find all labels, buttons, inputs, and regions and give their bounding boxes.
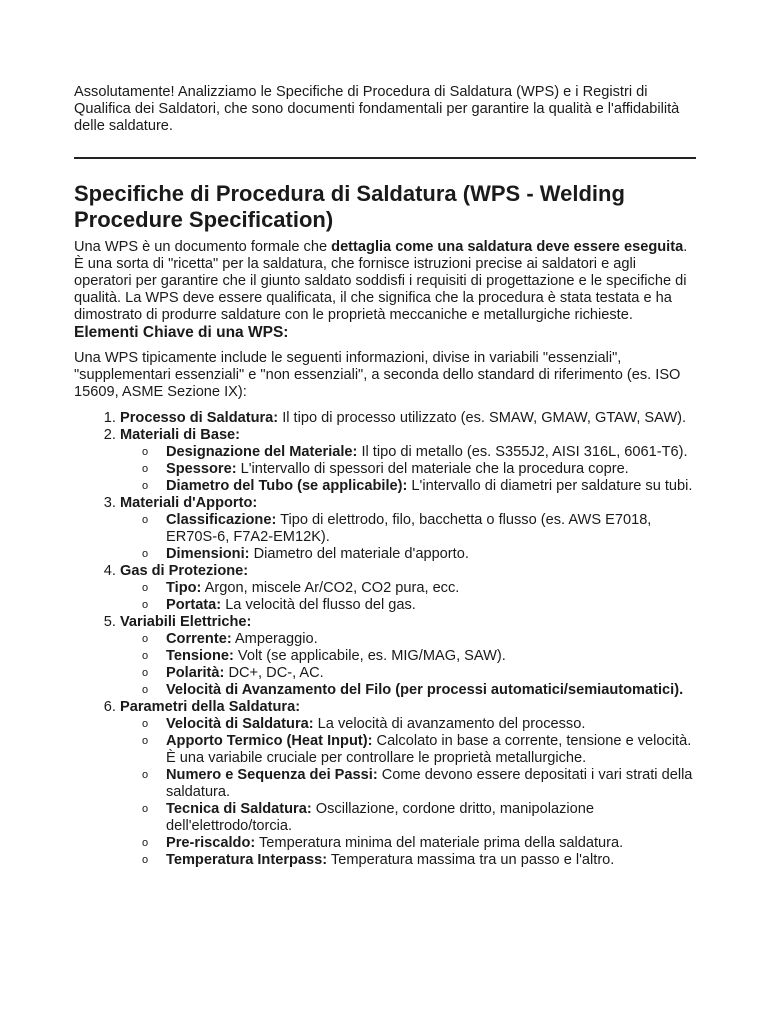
sub-list-item bbox=[142, 767, 696, 801]
wps-paragraph-after: . È una sorta di "ricetta" per la saldatura, che fornisce istruzioni precise ai saldatori e agli operatori per garantire che il giunto saldato soddisfi i requisiti di progettazione e le specifiche di qualità. La WPS deve essere qualificata, il che significa che la procedura è stata testata e ha dimostrato di produrre saldature con le proprietà meccaniche e metallurgiche richieste. bbox=[74, 239, 688, 323]
circle-bullet-icon: o bbox=[142, 582, 149, 594]
sub-list-item bbox=[142, 665, 696, 682]
circle-bullet-icon: o bbox=[142, 633, 149, 645]
sub-item-text: La velocità del flusso del gas. bbox=[221, 597, 416, 613]
sub-item-label: Dimensioni: bbox=[166, 546, 250, 562]
sub-item-text: Come devono essere depositati i vari strati della saldatura. bbox=[166, 767, 693, 800]
sub-list bbox=[120, 580, 696, 614]
sub-item-label: Portata: bbox=[166, 597, 222, 613]
sub-item-label: Tensione: bbox=[166, 648, 234, 664]
circle-bullet-icon: o bbox=[142, 463, 149, 475]
sub-item-label: Classificazione: bbox=[166, 512, 277, 528]
sub-item-text: Temperatura minima del materiale prima della saldatura. bbox=[255, 835, 624, 851]
sub-item-label: Polarità: bbox=[166, 665, 225, 681]
key-elements-heading: Elementi Chiave di una WPS: bbox=[74, 324, 289, 341]
sub-item-text: L'intervallo di spessori del materiale che la procedura copre. bbox=[236, 461, 629, 477]
sub-list bbox=[120, 631, 696, 699]
sub-item-text: L'intervallo di diametri per saldature su tubi. bbox=[407, 478, 693, 494]
key-elements-list bbox=[74, 410, 696, 869]
sub-item-label: Velocità di Avanzamento del Filo (per processi automatici/semiautomatici). bbox=[166, 682, 684, 698]
list-item-label: Parametri della Saldatura: bbox=[120, 699, 301, 715]
circle-bullet-icon: o bbox=[142, 446, 149, 458]
circle-bullet-icon: o bbox=[142, 769, 149, 781]
sub-list-item bbox=[142, 546, 696, 563]
list-item-label: Variabili Elettriche: bbox=[120, 614, 252, 630]
list-item bbox=[120, 614, 696, 699]
sub-item-label: Apporto Termico (Heat Input): bbox=[166, 733, 373, 749]
sub-item-text: Tipo di elettrodo, filo, bacchetta o flusso (es. AWS E7018, ER70S-6, F7A2-EM12K). bbox=[166, 512, 652, 545]
circle-bullet-icon: o bbox=[142, 599, 149, 611]
sub-item-label: Tipo: bbox=[166, 580, 202, 596]
list-item-label: Materiali di Base: bbox=[120, 427, 241, 443]
wps-paragraph-bold: dettaglia come una saldatura deve essere eseguita bbox=[331, 239, 684, 255]
sub-item-label: Diametro del Tubo (se applicabile): bbox=[166, 478, 408, 494]
sub-list-item bbox=[142, 461, 696, 478]
circle-bullet-icon: o bbox=[142, 667, 149, 679]
sub-list bbox=[120, 512, 696, 563]
list-item-label: Materiali d'Apporto: bbox=[120, 495, 258, 511]
sub-item-text: Temperatura massima tra un passo e l'altro. bbox=[327, 852, 615, 868]
circle-bullet-icon: o bbox=[142, 718, 149, 730]
sub-item-label: Spessore: bbox=[166, 461, 237, 477]
sub-list-item bbox=[142, 512, 696, 546]
wps-paragraph-before: Una WPS è un documento formale che bbox=[74, 239, 332, 255]
circle-bullet-icon: o bbox=[142, 803, 149, 815]
sub-list-item bbox=[142, 801, 696, 835]
list-item-text: Il tipo di processo utilizzato (es. SMAW, GMAW, GTAW, SAW). bbox=[278, 410, 687, 426]
sub-list-item bbox=[142, 682, 696, 699]
sub-list-item bbox=[142, 852, 696, 869]
list-item bbox=[120, 699, 696, 869]
wps-definition-paragraph bbox=[74, 239, 696, 324]
sub-list-item bbox=[142, 444, 696, 461]
sub-list-item bbox=[142, 835, 696, 852]
sub-item-label: Tecnica di Saldatura: bbox=[166, 801, 312, 817]
circle-bullet-icon: o bbox=[142, 650, 149, 662]
sub-item-text: Argon, miscele Ar/CO2, CO2 pura, ecc. bbox=[201, 580, 460, 596]
circle-bullet-icon: o bbox=[142, 548, 149, 560]
section-title: Specifiche di Procedura di Saldatura (WPS - Welding Procedure Specification) bbox=[74, 181, 625, 232]
sub-item-text: La velocità di avanzamento del processo. bbox=[313, 716, 586, 732]
intro-paragraph: Assolutamente! Analizziamo le Specifiche di Procedura di Saldatura (WPS) e i Registri di Qualifica dei Saldatori, che sono documenti fondamentali per garantire la qualità e l'affidabilità delle saldature. bbox=[74, 84, 680, 134]
circle-bullet-icon: o bbox=[142, 854, 149, 866]
list-item bbox=[120, 495, 696, 563]
sub-list-item bbox=[142, 716, 696, 733]
sub-list-item bbox=[142, 478, 696, 495]
sub-list-item bbox=[142, 631, 696, 648]
sub-item-label: Corrente: bbox=[166, 631, 232, 647]
circle-bullet-icon: o bbox=[142, 514, 149, 526]
circle-bullet-icon: o bbox=[142, 735, 149, 747]
list-item-label: Gas di Protezione: bbox=[120, 563, 249, 579]
sub-item-text: DC+, DC-, AC. bbox=[224, 665, 324, 681]
sub-item-label: Velocità di Saldatura: bbox=[166, 716, 314, 732]
list-item bbox=[120, 427, 696, 495]
sub-item-text: Oscillazione, cordone dritto, manipolazione dell'elettrodo/torcia. bbox=[166, 801, 595, 834]
sub-item-label: Temperatura Interpass: bbox=[166, 852, 328, 868]
sub-list-item bbox=[142, 648, 696, 665]
circle-bullet-icon: o bbox=[142, 480, 149, 492]
horizontal-divider bbox=[74, 157, 696, 159]
sub-list-item bbox=[142, 733, 696, 767]
circle-bullet-icon: o bbox=[142, 684, 149, 696]
sub-list-item bbox=[142, 597, 696, 614]
sub-item-text: Il tipo di metallo (es. S355J2, AISI 316L, 6061-T6). bbox=[357, 444, 688, 460]
circle-bullet-icon: o bbox=[142, 837, 149, 849]
sub-item-label: Numero e Sequenza dei Passi: bbox=[166, 767, 378, 783]
sub-item-text: Diametro del materiale d'apporto. bbox=[249, 546, 469, 562]
sub-item-text: Calcolato in base a corrente, tensione e velocità. È una variabile cruciale per controllare le proprietà metallurgiche. bbox=[166, 733, 692, 766]
sub-list bbox=[120, 444, 696, 495]
list-intro-paragraph: Una WPS tipicamente include le seguenti informazioni, divise in variabili "essenziali", "supplementari essenziali" e "non essenziali", a seconda dello standard di riferimento (es. ISO 15609, ASME Sezione IX): bbox=[74, 350, 681, 400]
list-item bbox=[120, 563, 696, 614]
sub-item-label: Designazione del Materiale: bbox=[166, 444, 358, 460]
list-item bbox=[120, 410, 696, 427]
sub-item-text: Volt (se applicabile, es. MIG/MAG, SAW). bbox=[233, 648, 506, 664]
sub-list-item bbox=[142, 580, 696, 597]
sub-item-text: Amperaggio. bbox=[231, 631, 318, 647]
list-item-label: Processo di Saldatura: bbox=[120, 410, 279, 426]
sub-item-label: Pre-riscaldo: bbox=[166, 835, 256, 851]
sub-list bbox=[120, 716, 696, 869]
